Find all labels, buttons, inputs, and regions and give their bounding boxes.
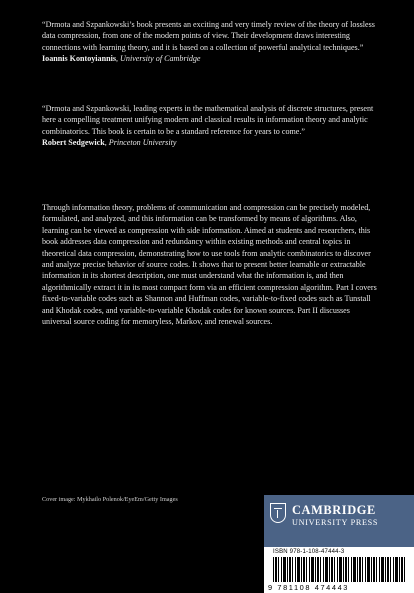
endorsement-2 (42, 103, 377, 148)
description-text: Through information theory, problems of communication and compression can be precisely modeled, formulated, and analyzed, and this information can be transformed by means of algorithms. Also, learning can be viewed as compression with side information. Aimed at students and researchers, this book addresses data compression and redundancy within existing methods and central topics in theoretical data compression, demonstrating how to use tools from analytic combinatorics to discover and analyze precise behavior of source codes. It shows that to present better learnable or extractable information in its shortest description, one must understand what the information is, and then algorithmically extract it in its most compact form via an efficient compression algorithm. Part I covers fixed-to-variable codes such as Shannon and Huffman codes, variable-to-fixed codes such as Tunstall and Khodak codes, and variable-to-variable Khodak codes for known sources. Part II discusses universal source coding for memoryless, Markov, and renewal sources. (42, 203, 377, 327)
endorsement-attribution: Ioannis Kontoyiannis, University of Cambridge (42, 53, 201, 63)
endorsement-affiliation: Princeton University (108, 137, 177, 147)
endorsement-attribution: Robert Sedgewick, Princeton University (42, 137, 177, 147)
endorsement-1 (42, 19, 377, 64)
crest-icon (270, 503, 286, 523)
isbn-label: ISBN 978-1-108-47444-3 (273, 549, 345, 555)
publisher-subname: UNIVERSITY PRESS (292, 518, 379, 527)
book-description (42, 202, 377, 327)
cover-credit: Cover image: Mykhailo Polenok/EyeEm/Getty Images (42, 496, 178, 503)
endorsement-quote: “Drmota and Szpankowski’s book presents an exciting and very timely review of the theory of lossless data compression, from one of the modern points of view. Their development draws interesting connections with learning theory, and it is based on a collection of powerful analytical techniques.” (42, 20, 375, 52)
publisher-name: CAMBRIDGE (292, 503, 376, 517)
barcode-bars (273, 557, 405, 582)
barcode-number: 9 781108 474443 (268, 583, 349, 592)
endorsement-author: Robert Sedgewick (42, 137, 105, 147)
endorsement-author: Ioannis Kontoyiannis (42, 53, 116, 63)
endorsement-affiliation: University of Cambridge (120, 53, 201, 63)
publisher-logo (264, 495, 414, 547)
endorsement-quote: “Drmota and Szpankowski, leading experts in the mathematical analysis of discrete structures, present here a compelling treatment unifying modern and classical results in information theory and analytic combinatorics. This book is certain to be a standard reference for years to come.” (42, 104, 374, 136)
barcode (264, 547, 414, 593)
